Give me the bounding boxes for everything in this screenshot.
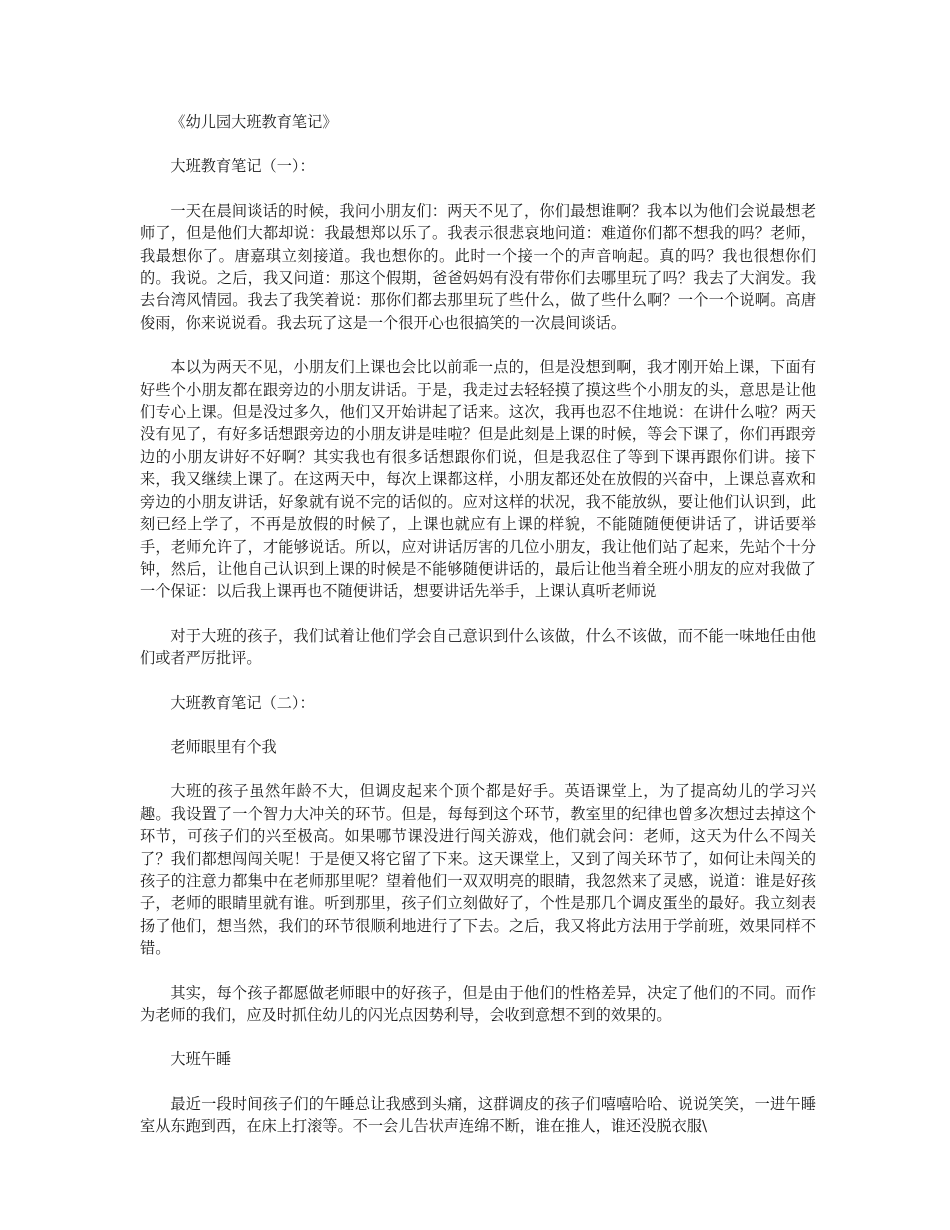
- section-subheading: 老师眼里有个我: [170, 737, 277, 756]
- document-page: [140, 111, 816, 1160]
- paragraph: 大班的孩子虽然年龄不大，但调皮起来个顶个都是好手。英语课堂上，为了提高幼儿的学习兴趣。我设置了一个智力大冲关的环节。但是，每每到这个环节，教室里的纪律也曾多次想过去掉这个环节，可孩子们的兴至极高。如果哪节课没进行闯关游戏，他们就会问：老师，这天为什么不闯关了？我们都想闯闯关呢！于是便又将它留了下来。这天课堂上，又到了闯关环节了，如何让未闯关的孩子的注意力都集中在老师那里呢？望着他们一双双明亮的眼睛，我忽然来了灵感，说道：谁是好孩子，老师的眼睛里就有谁。听到那里，孩子们立刻做好了，个性是那几个调皮蛋坐的最好。我立刻表扬了他们，想当然，我们的环节很顺利地进行了下去。之后，我又将此方法用于学前班，效果同样不错。: [140, 782, 816, 958]
- paragraph: 本以为两天不见，小朋友们上课也会比以前乖一点的，但是没想到啊，我才刚开始上课，下面有好些个小朋友都在跟旁边的小朋友讲话。于是，我走过去轻轻摸了摸这些个小朋友的头，意思是让他们专心上课。但是没过多久，他们又开始讲起了话来。这次，我再也忍不住地说：在讲什么啦？两天没有见了，有好多话想跟旁边的小朋友讲是哇啦？但是此刻是上课的时候，等会下课了，你们再跟旁边的小朋友讲好不好啊？其实我也有很多话想跟你们说，但是我忍住了等到下课再跟你们讲。接下来，我又继续上课了。在这两天中，每次上课都这样，小朋友都还处在放假的兴奋中，上课总喜欢和旁边的小朋友讲话，好象就有说不完的话似的。应对这样的状况，我不能放纵，要让他们认识到，此刻已经上学了，不再是放假的时候了，上课也就应有上课的样貌，不能随随便便讲话了，讲话要举手，老师允许了，才能够说话。所以，应对讲话厉害的几位小朋友，我让他们站了起来，先站个十分钟，然后，让他自己认识到上课的时候是不能够随便讲话的，最后让他当着全班小朋友的应对我做了一个保证：以后我上课再也不随便讲话，想要讲话先举手，上课认真听老师说: [140, 358, 816, 601]
- section-heading-2: 大班教育笔记（二）：: [170, 693, 315, 712]
- document-title: 《幼儿园大班教育笔记》: [170, 113, 338, 131]
- section-heading-3: 大班午睡: [170, 1050, 232, 1069]
- section-heading-1: 大班教育笔记（一）：: [170, 157, 315, 176]
- paragraph: 其实，每个孩子都愿做老师眼中的好孩子，但是由于他们的性格差异，决定了他们的不同。而作为老师的我们，应及时抓住幼儿的闪光点因势利导，会收到意想不到的效果的。: [140, 983, 816, 1024]
- paragraph: 一天在晨间谈话的时候，我问小朋友们：两天不见了，你们最想谁啊？我本以为他们会说最想老师了，但是他们大都却说：我最想郑以乐了。我表示很悲哀地问道：难道你们都不想我的吗？老师，我最想你了。唐嘉琪立刻接道。我也想你的。此时一个接一个的声音响起。真的吗？我也很想你们的。我说。之后，我又问道：那这个假期，爸爸妈妈有没有带你们去哪里玩了吗？我去了大润发。我去台湾风情园。我去了我笑着说：那你们都去那里玩了些什么，做了些什么啊？一个一个说啊。高唐俊雨，你来说说看。我去玩了这是一个很开心也很搞笑的一次晨间谈话。: [140, 201, 816, 332]
- paragraph: 最近一段时间孩子们的午睡总让我感到头痛，这群调皮的孩子们嘻嘻哈哈、说说笑笑，一进午睡室从东跑到西，在床上打滚等。不一会儿告状声连绵不断，谁在推人，谁还没脱衣服\: [140, 1094, 816, 1136]
- paragraph: 对于大班的孩子，我们试着让他们学会自己意识到什么该做，什么不该做，而不能一味地任由他们或者严厉批评。: [140, 626, 816, 668]
